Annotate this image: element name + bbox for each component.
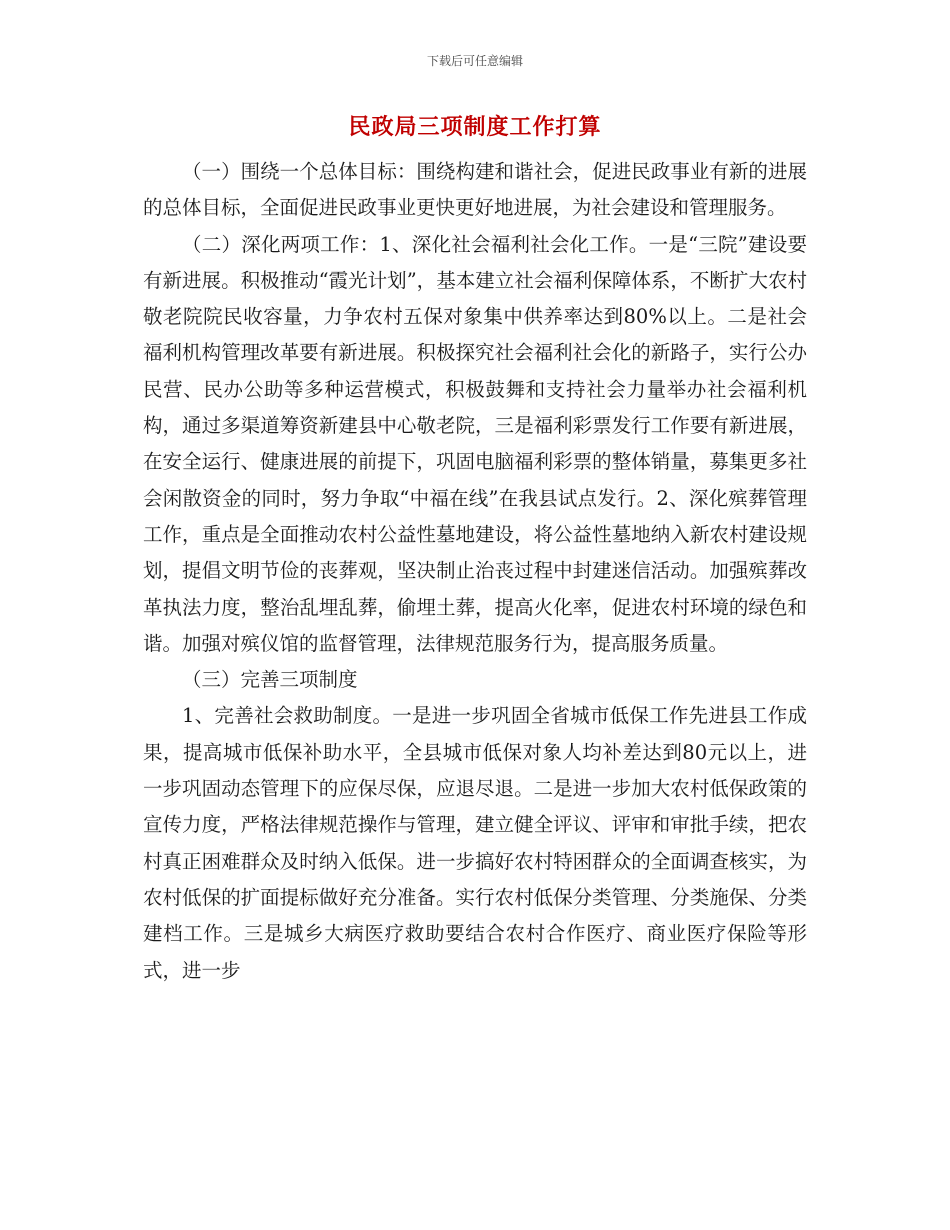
paragraph-two-tasks: （二）深化两项工作：1、深化社会福利社会化工作。一是“三院”建设要有新进展。积极推动“霞光计划”，基本建立社会福利保障体系，不断扩大农村敬老院院民收容量，力争农村五保对象集中供养率达到80%以上。二是社会福利机构管理改革要有新进展。积极探究社会福利社会化的新路子，实行公办民营、民办公助等多种运营模式，积极鼓舞和支持社会力量举办社会福利机构，通过多渠道筹资新建县中心敬老院，三是福利彩票发行工作要有新进展，在安全运行、健康进展的前提下，巩固电脑福利彩票的整体销量，募集更多社会闲散资金的同时，努力争取“中福在线”在我县试点发行。2、深化殡葬管理工作，重点是全面推动农村公益性墓地建设，将公益性墓地纳入新农村建设规划，提倡文明节俭的丧葬观，坚决制止治丧过程中封建迷信活动。加强殡葬改革执法力度，整治乱埋乱葬，偷埋土葬，提高火化率，促进农村环境的绿色和谐。加强对殡仪馆的监督管理，法律规范服务行为，提高服务质量。 — [143, 232, 807, 655]
document-body — [143, 154, 807, 989]
paragraph-three-systems-heading: （三）完善三项制度 — [182, 668, 358, 692]
paragraph-goal: （一）围绕一个总体目标：围绕构建和谐社会，促进民政事业有新的进展的总体目标，全面促进民政事业更快更好地进展，为社会建设和管理服务。 — [143, 160, 807, 220]
document-title: 民政局三项制度工作打算 — [348, 114, 602, 140]
paragraph-social-assistance: 1、完善社会救助制度。一是进一步巩固全省城市低保工作先进县工作成果，提高城市低保补助水平，全县城市低保对象人均补差达到80元以上，进一步巩固动态管理下的应保尽保，应退尽退。二是进一步加大农村低保政策的宣传力度，严格法律规范操作与管理，建立健全评议、评审和审批手续，把农村真正困难群众及时纳入低保。进一步搞好农村特困群众的全面调查核实，为农村低保的扩面提标做好充分准备。实行农村低保分类管理、分类施保、分类建档工作。三是城乡大病医疗救助要结合农村合作医疗、商业医疗保险等形式，进一步 — [143, 704, 807, 982]
page-header-note: 下载后可任意编辑 — [426, 54, 523, 68]
